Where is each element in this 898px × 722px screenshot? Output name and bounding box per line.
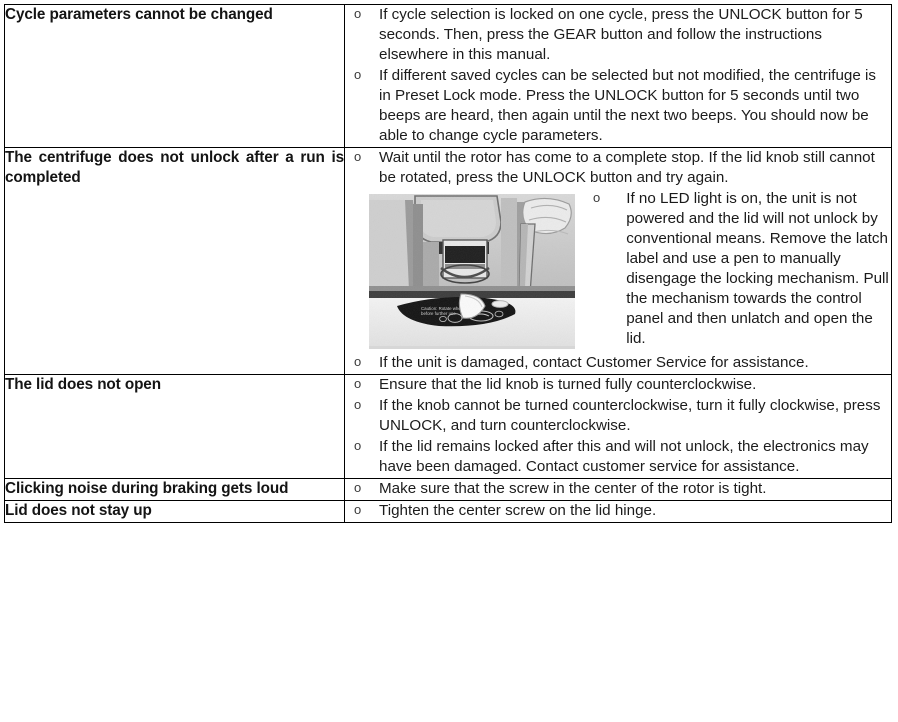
symptom-text: Lid does not stay up <box>5 501 152 519</box>
remedy-text: If the knob cannot be turned counterclockwise, turn it fully clockwise, press UNLOCK, and turn counterclockwise. <box>379 396 881 434</box>
symptom-text: The lid does not open <box>5 375 161 393</box>
remedy-list <box>345 479 891 499</box>
remedy-text: Tighten the center screw on the lid hinge. <box>379 501 657 519</box>
bullet-icon: o <box>354 437 362 453</box>
remedy-list <box>345 501 891 521</box>
troubleshooting-table <box>4 4 892 523</box>
remedy-text: Make sure that the screw in the center of the rotor is tight. <box>379 479 767 497</box>
remedy-text: Wait until the rotor has come to a complete stop. If the lid knob still cannot be rotated, press the UNLOCK button and try again. <box>379 148 875 186</box>
list-item <box>345 375 891 395</box>
bullet-icon: o <box>593 189 601 205</box>
bullet-icon: o <box>354 353 362 369</box>
remedy-text: If different saved cycles can be selected but not modified, the centrifuge is in Preset Lock mode. Press the UNLOCK button for 5 seconds until two beeps are heard, then again until the next two beeps. You should now be able to change cycle parameters. <box>379 66 876 144</box>
list-item <box>345 353 891 373</box>
symptom-text: The centrifuge does not unlock after a run is completed <box>5 148 344 186</box>
symptom-cell <box>5 374 345 478</box>
remedy-list <box>345 375 891 477</box>
sub-remedy-text: If no LED light is on, the unit is not powered and the lid will not unlock by conventional means. Remove the latch label and use a pen to manually disengage the locking mechanism. Pull the mechanism towards the control panel and then unlatch and open the lid. <box>626 189 889 347</box>
latch-mechanism-illustration <box>369 194 575 346</box>
remedy-cell <box>345 147 892 374</box>
symptom-cell <box>5 5 345 148</box>
remedy-cell <box>345 478 892 500</box>
centrifuge-latch-photo <box>369 194 575 349</box>
table-row <box>5 374 892 478</box>
table-row <box>5 5 892 148</box>
remedy-text: Ensure that the lid knob is turned fully counterclockwise. <box>379 375 757 393</box>
bullet-icon: o <box>354 501 362 517</box>
remedy-cell <box>345 5 892 148</box>
bullet-icon: o <box>354 396 362 412</box>
remedy-cell <box>345 374 892 478</box>
symptom-cell <box>5 147 345 374</box>
bullet-icon: o <box>354 148 362 164</box>
remedy-list-tail <box>345 353 891 373</box>
symptom-text: Clicking noise during braking gets loud <box>5 479 289 497</box>
list-item <box>345 437 891 477</box>
symptom-cell <box>5 500 345 522</box>
remedy-text: If the lid remains locked after this and will not unlock, the electronics may have been damaged. Contact customer service for assistance. <box>379 437 869 475</box>
sub-remedy-item <box>585 189 891 349</box>
bullet-icon: o <box>354 375 362 391</box>
photo-and-subremedy-block <box>345 189 891 353</box>
remedy-text: If the unit is damaged, contact Customer Service for assistance. <box>379 353 809 371</box>
table-row <box>5 478 892 500</box>
symptom-cell <box>5 478 345 500</box>
list-item <box>345 148 891 188</box>
table-row <box>5 500 892 522</box>
remedy-list <box>345 5 891 146</box>
list-item <box>345 501 891 521</box>
list-item <box>345 5 891 65</box>
symptom-text: Cycle parameters cannot be changed <box>5 6 273 23</box>
list-item <box>345 66 891 146</box>
table-row <box>5 147 892 374</box>
list-item <box>345 396 891 436</box>
bullet-icon: o <box>354 479 362 495</box>
remedy-cell <box>345 500 892 522</box>
bullet-icon: o <box>354 6 362 21</box>
bullet-icon: o <box>354 66 362 82</box>
remedy-text: If cycle selection is locked on one cycle, press the UNLOCK button for 5 seconds. Then, press the GEAR button and follow the instructions elsewhere in this manual. <box>379 6 863 63</box>
list-item <box>345 479 891 499</box>
remedy-list <box>345 148 891 188</box>
